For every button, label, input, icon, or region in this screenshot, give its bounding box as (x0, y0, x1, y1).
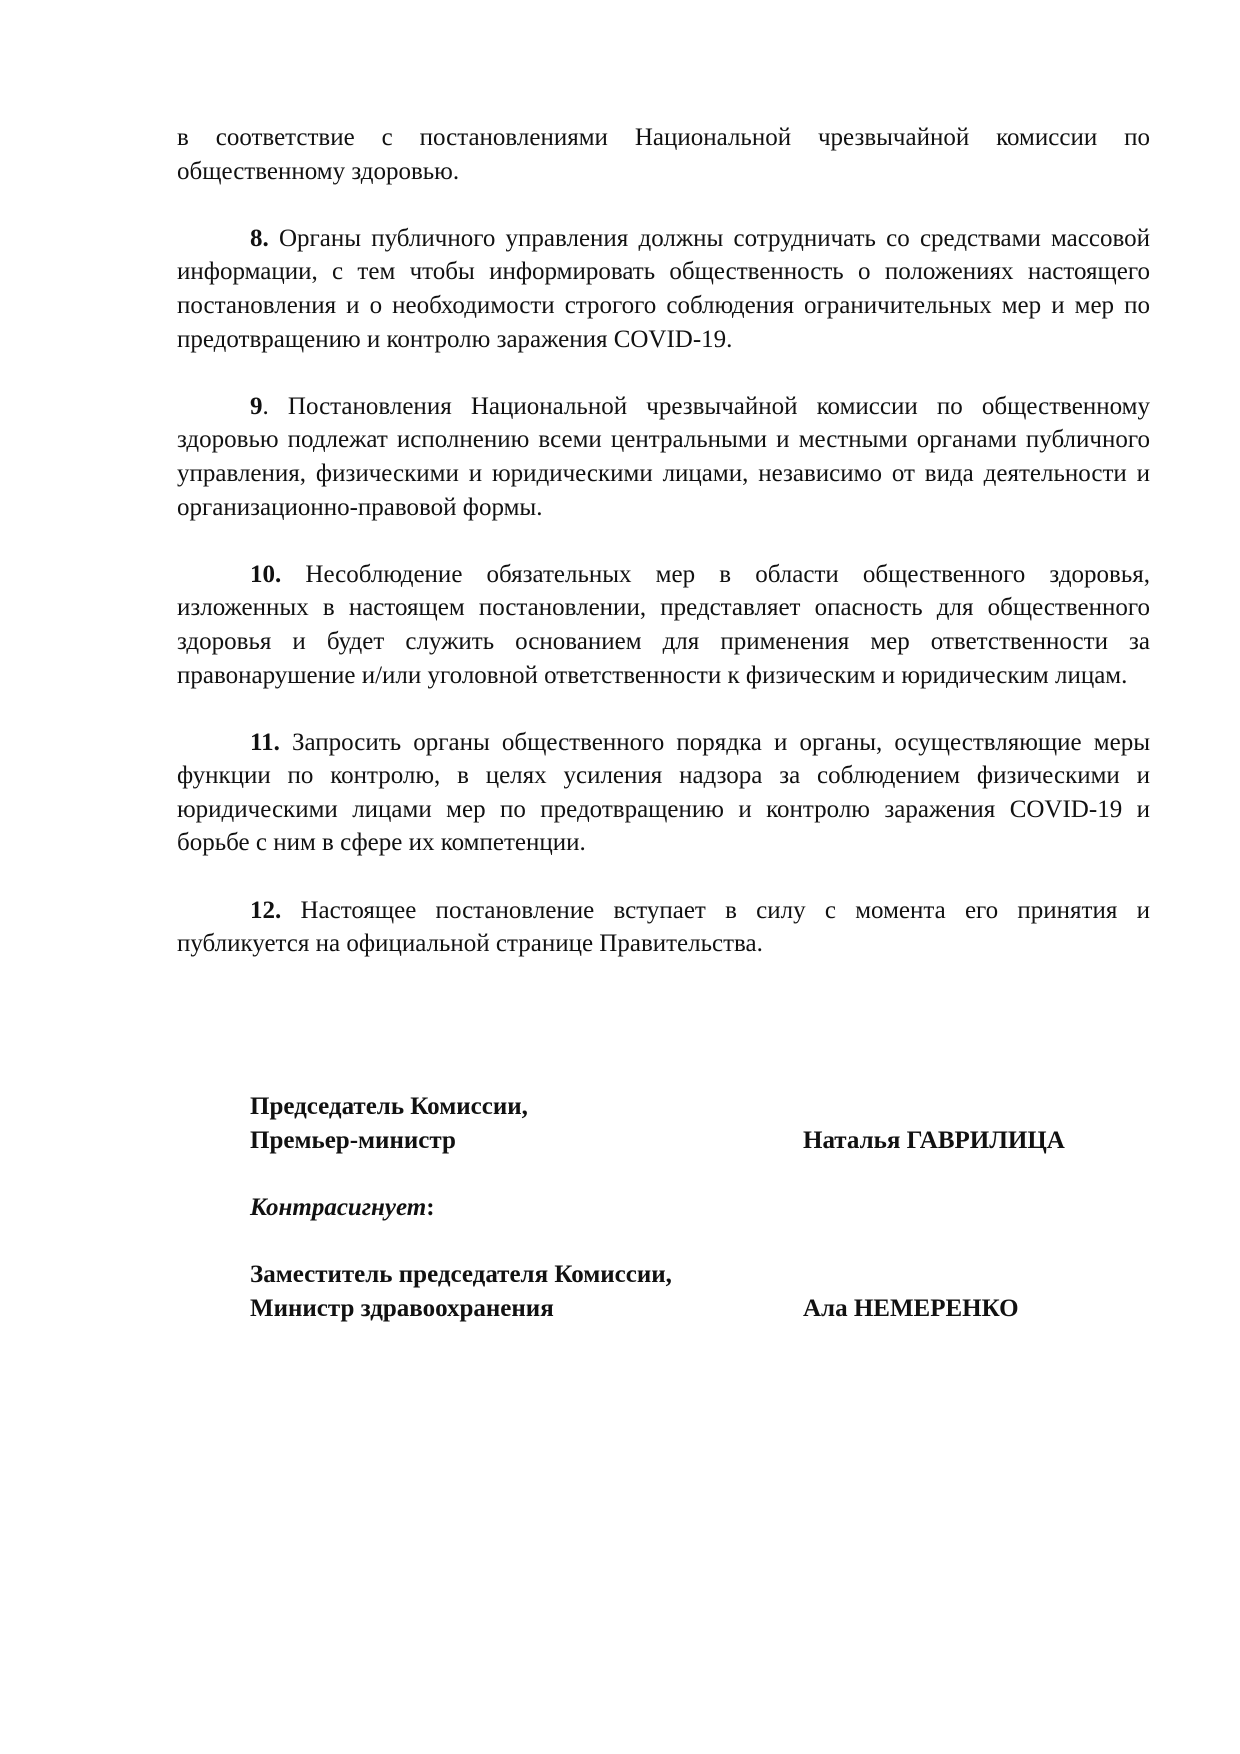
chair-title-line1: Председатель Комиссии, (250, 1093, 528, 1120)
paragraph-number: 9 (250, 392, 263, 420)
paragraph-8 (177, 222, 1150, 356)
chair-signature (250, 1090, 1150, 1157)
signature-section (250, 1090, 1150, 1359)
paragraph-7-continuation (177, 121, 1150, 188)
paragraph-text: в соответствие с постановлениями Национальной чрезвычайной комиссии по общественному здоровью. (177, 124, 1150, 185)
deputy-name: Ала НЕМЕРЕНКО (803, 1294, 1019, 1322)
paragraph-11 (177, 726, 1150, 860)
chair-title-line2: Премьер-министр (250, 1126, 456, 1154)
paragraph-text: . Постановления Национальной чрезвычайной комиссии по общественному здоровью подлежат исполнению всеми центральными и местными органами публичного управления, физическими и юридическими лицами, независимо от вида деятельности и организационно-правовой формы. (177, 392, 1150, 521)
paragraph-number: 8. (250, 224, 269, 252)
paragraph-12 (177, 894, 1150, 961)
paragraph-number: 11. (250, 728, 280, 756)
deputy-title-line1: Заместитель председателя Комиссии, (250, 1260, 672, 1288)
paragraph-text: Настоящее постановление вступает в силу с момента его принятия и публикуется на официальной странице Правительства. (177, 896, 1150, 958)
paragraph-number: 12. (250, 896, 282, 924)
paragraph-text: Несоблюдение обязательных мер в области общественного здоровья, изложенных в настоящем постановлении, представляет опасность для общественного здоровья и будет служить основанием для применения мер ответственности за правонарушение и/или уголовной ответственности к физическим и юридическим лицам. (177, 560, 1150, 689)
countersign-label (250, 1191, 1150, 1225)
deputy-title-line2: Министр здравоохранения (250, 1294, 554, 1322)
paragraph-text: Органы публичного управления должны сотрудничать со средствами массовой информации, с тем чтобы информировать общественность о положениях настоящего постановления и о необходимости строгого соблюдения ограничительных мер и мер по предотвращению и контролю заражения COVID-19. (177, 224, 1150, 353)
countersign-colon: : (426, 1193, 435, 1221)
countersign-text: Контрасигнует (250, 1193, 427, 1221)
document-body (177, 121, 1150, 994)
paragraph-9 (177, 390, 1150, 524)
paragraph-10 (177, 558, 1150, 692)
chair-name: Наталья ГАВРИЛИЦА (803, 1126, 1065, 1154)
paragraph-text: Запросить органы общественного порядка и органы, осуществляющие меры функции по контролю, в целях усиления надзора за соблюдением физическими и юридическими лицами мер по предотвращению и контролю заражения COVID-19 и борьбе с ним в сфере их компетенции. (177, 728, 1150, 857)
paragraph-number: 10. (250, 560, 282, 588)
deputy-signature (250, 1258, 1150, 1325)
